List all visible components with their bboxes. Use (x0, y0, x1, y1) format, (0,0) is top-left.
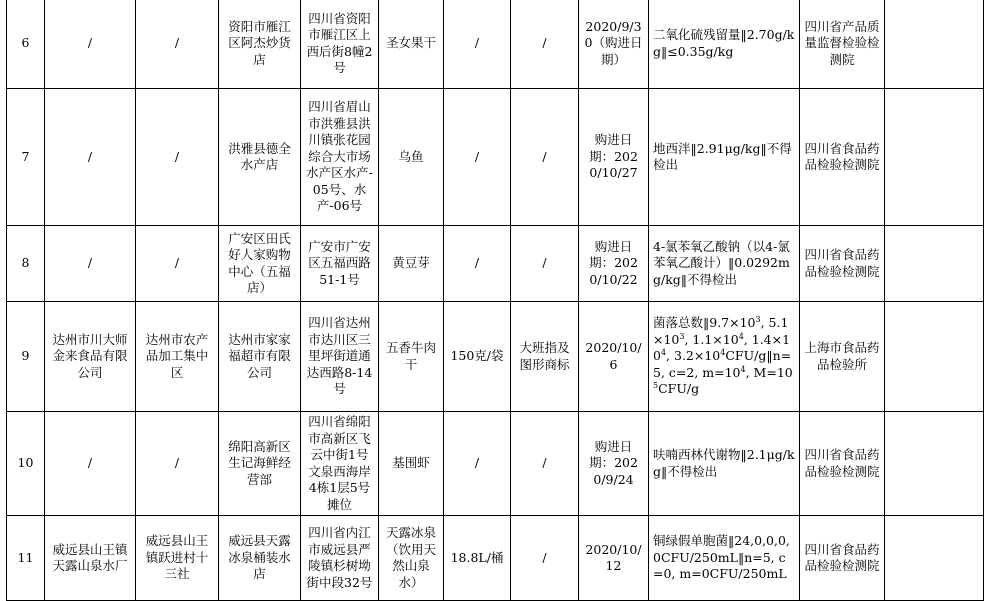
seller-address: 四川省达州市达川区三里坪街道通达西路8-14号 (301, 302, 379, 412)
trademark: / (511, 0, 579, 89)
producer-name: 达州市川大师金来食品有限公司 (45, 302, 136, 412)
seller-name: 威远县天露冰泉桶装水店 (219, 516, 301, 601)
production-date: 2020/9/30（购进日期） (579, 0, 649, 89)
trademark: / (511, 89, 579, 226)
product-name: 黄豆芽 (379, 226, 444, 302)
production-date: 购进日期：2020/10/27 (579, 89, 649, 226)
remark (885, 302, 984, 412)
testing-agency: 四川省食品药品检验检测院 (800, 412, 885, 516)
test-result: 菌落总数$‖9.7\times 10^3$, $5.1\times 10^3$, $1.1\times 10^4$, $1.4\times 10^4$, $3.2\times 10^4CFU/g‖n=5$, c=2, $m=10^4$, $M=10^5CFU/g$ (649, 302, 800, 412)
producer-name: / (45, 226, 136, 302)
testing-agency: 四川省食品药品检验检测院 (800, 226, 885, 302)
specification: / (444, 0, 511, 89)
remark (885, 89, 984, 226)
specification: / (444, 89, 511, 226)
table-row (7, 412, 984, 516)
inspection-results-table (6, 0, 984, 601)
producer-name: / (45, 0, 136, 89)
remark (885, 412, 984, 516)
seller-address: 四川省内江市威远县严陵镇杉树坳街中段32号 (301, 516, 379, 601)
remark (885, 516, 984, 601)
producer-name: 威远县山王镇天露山泉水厂 (45, 516, 136, 601)
table-row (7, 516, 984, 601)
test-result: 地西泮‖2.91μg/kg‖不得检出 (649, 89, 800, 226)
product-name: 基围虾 (379, 412, 444, 516)
specification: / (444, 226, 511, 302)
specification: / (444, 412, 511, 516)
seller-address: 四川省资阳市雁江区上西后街8幢2号 (301, 0, 379, 89)
seller-name: 洪雅县德全水产店 (219, 89, 301, 226)
producer-address: 达州市农产品加工集中区 (136, 302, 219, 412)
production-date: 购进日期：2020/10/22 (579, 226, 649, 302)
trademark: 大班指及图形商标 (511, 302, 579, 412)
product-name: 乌鱼 (379, 89, 444, 226)
producer-address: / (136, 89, 219, 226)
test-result: 铜绿假单胞菌‖24,0,0,0,0CFU/250mL‖n=5, c=0, m=0CFU/250mL (649, 516, 800, 601)
seller-address: 广安市广安区五福西路51-1号 (301, 226, 379, 302)
row-number: 6 (7, 0, 45, 89)
seller-address: 四川省绵阳市高新区飞云中街1号文泉西海岸4栋1层5号摊位 (301, 412, 379, 516)
testing-agency: 四川省食品药品检验检测院 (800, 516, 885, 601)
specification: 18.8L/桶 (444, 516, 511, 601)
seller-address: 四川省眉山市洪雅县洪川镇张花园综合大市场水产区水产-05号、水产-06号 (301, 89, 379, 226)
seller-name: 广安区田氏好人家购物中心（五福店） (219, 226, 301, 302)
testing-agency: 上海市食品药品检验所 (800, 302, 885, 412)
production-date: 2020/10/6 (579, 302, 649, 412)
product-name: 圣女果干 (379, 0, 444, 89)
specification: 150克/袋 (444, 302, 511, 412)
producer-name: / (45, 89, 136, 226)
row-number: 7 (7, 89, 45, 226)
producer-address: / (136, 412, 219, 516)
testing-agency: 四川省产品质量监督检验检测院 (800, 0, 885, 89)
row-number: 10 (7, 412, 45, 516)
table-row (7, 0, 984, 89)
table-row (7, 302, 984, 412)
product-name: 天露冰泉（饮用天然山泉水） (379, 516, 444, 601)
trademark: / (511, 516, 579, 601)
producer-name: / (45, 412, 136, 516)
row-number: 11 (7, 516, 45, 601)
test-result: 呋喃西林代谢物‖2.1μg/kg‖不得检出 (649, 412, 800, 516)
production-date: 2020/10/12 (579, 516, 649, 601)
remark (885, 226, 984, 302)
production-date: 购进日期：2020/9/24 (579, 412, 649, 516)
testing-agency: 四川省食品药品检验检测院 (800, 89, 885, 226)
producer-address: / (136, 0, 219, 89)
test-result: 4-氯苯氧乙酸钠（以4-氯苯氧乙酸计）‖0.0292mg/kg‖不得检出 (649, 226, 800, 302)
seller-name: 绵阳高新区生记海鲜经营部 (219, 412, 301, 516)
trademark: / (511, 412, 579, 516)
product-name: 五香牛肉干 (379, 302, 444, 412)
producer-address: 威远县山王镇跃进村十三社 (136, 516, 219, 601)
row-number: 9 (7, 302, 45, 412)
producer-address: / (136, 226, 219, 302)
remark (885, 0, 984, 89)
table-row (7, 226, 984, 302)
table-row (7, 89, 984, 226)
seller-name: 资阳市雁江区阿杰炒货店 (219, 0, 301, 89)
row-number: 8 (7, 226, 45, 302)
test-result: 二氧化硫残留量‖2.70g/kg‖≤0.35g/kg (649, 0, 800, 89)
seller-name: 达州市家家福超市有限公司 (219, 302, 301, 412)
trademark: / (511, 226, 579, 302)
